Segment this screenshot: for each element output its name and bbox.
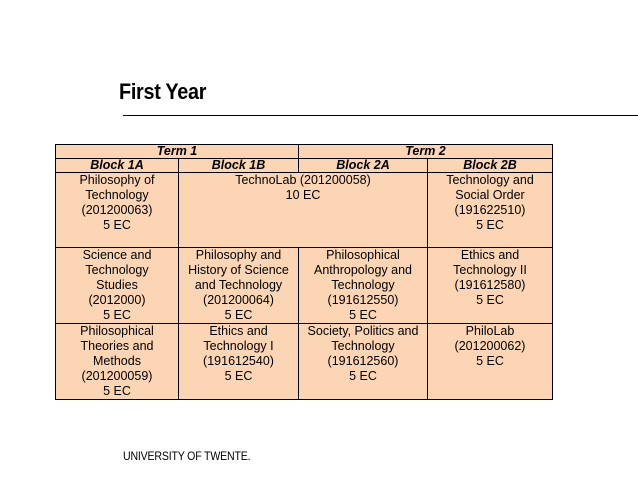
course-cell — [299, 248, 428, 324]
course-name-line: Technology — [331, 278, 395, 292]
course-name-line: Social Order — [455, 188, 525, 202]
course-credits: 5 EC — [103, 308, 131, 322]
course-name-line: Studies — [96, 278, 138, 292]
block-2b-header: Block 2B — [428, 159, 553, 173]
course-credits: 5 EC — [224, 369, 253, 383]
course-code: (201200059) — [81, 369, 153, 383]
course-name-line: Philosophical — [80, 324, 154, 338]
course-code: (191612560) — [327, 354, 399, 368]
curriculum-table — [55, 144, 553, 400]
course-code: (201200064) — [203, 293, 274, 307]
course-name-line: Ethics and — [460, 248, 520, 262]
block-1a-header: Block 1A — [56, 159, 179, 173]
course-credits: 5 EC — [349, 308, 377, 322]
course-cell — [56, 248, 179, 324]
term-2-header: Term 2 — [299, 145, 553, 159]
slide-title: First Year — [119, 79, 207, 104]
course-name-line: Philosophical — [326, 248, 400, 262]
university-logo: UNIVERSITY OF TWENTE. — [123, 449, 251, 463]
course-name-line: PhiloLab — [465, 324, 515, 338]
course-name-line: TechnoLab (201200058) — [235, 173, 371, 187]
course-cell — [299, 324, 428, 400]
block-2a-header: Block 2A — [299, 159, 428, 173]
course-code: (191612540) — [203, 354, 274, 368]
course-name-line: Ethics and — [209, 324, 268, 338]
course-code: (201200063) — [81, 203, 153, 217]
course-code: (191622510) — [454, 203, 526, 217]
course-code: (191612550) — [327, 293, 399, 307]
course-cell — [56, 173, 179, 248]
course-credits: 5 EC — [476, 293, 504, 307]
course-name-line: Science and — [82, 248, 152, 262]
course-cell — [56, 324, 179, 400]
course-credits: 5 EC — [224, 308, 253, 322]
course-credits: 5 EC — [476, 354, 504, 368]
course-name-line: Technology — [85, 188, 149, 202]
course-name-line: Technology — [85, 263, 149, 277]
course-cell — [428, 324, 553, 400]
course-credits: 5 EC — [103, 218, 131, 232]
course-cell — [179, 324, 299, 400]
course-cell — [179, 248, 299, 324]
course-cell — [428, 173, 553, 248]
course-name-line: Technology — [331, 339, 395, 353]
course-credits: 10 EC — [285, 188, 321, 202]
course-name-line: Philosophy and — [195, 248, 282, 262]
course-name-line: and Technology — [194, 278, 283, 292]
course-name-line: Technology I — [203, 339, 274, 353]
course-credits: 5 EC — [349, 369, 377, 383]
course-name-line: Anthropology and — [314, 263, 412, 277]
course-cell — [179, 173, 428, 248]
course-credits: 5 EC — [103, 384, 131, 398]
course-name-line: Society, Politics and — [307, 324, 419, 338]
block-1b-header: Block 1B — [179, 159, 299, 173]
course-name-line: Technology II — [453, 263, 527, 277]
course-name-line: Theories and — [80, 339, 154, 353]
term-1-header: Term 1 — [56, 145, 299, 159]
course-credits: 5 EC — [476, 218, 504, 232]
course-code: (191612580) — [454, 278, 526, 292]
course-code: (2012000) — [88, 293, 146, 307]
course-name-line: Methods — [93, 354, 141, 368]
course-name-line: History of Science — [188, 263, 289, 277]
course-code: (201200062) — [454, 339, 526, 353]
course-name-line: Technology and — [446, 173, 534, 187]
title-divider — [123, 115, 638, 116]
course-name-line: Philosophy of — [79, 173, 155, 187]
course-cell — [428, 248, 553, 324]
